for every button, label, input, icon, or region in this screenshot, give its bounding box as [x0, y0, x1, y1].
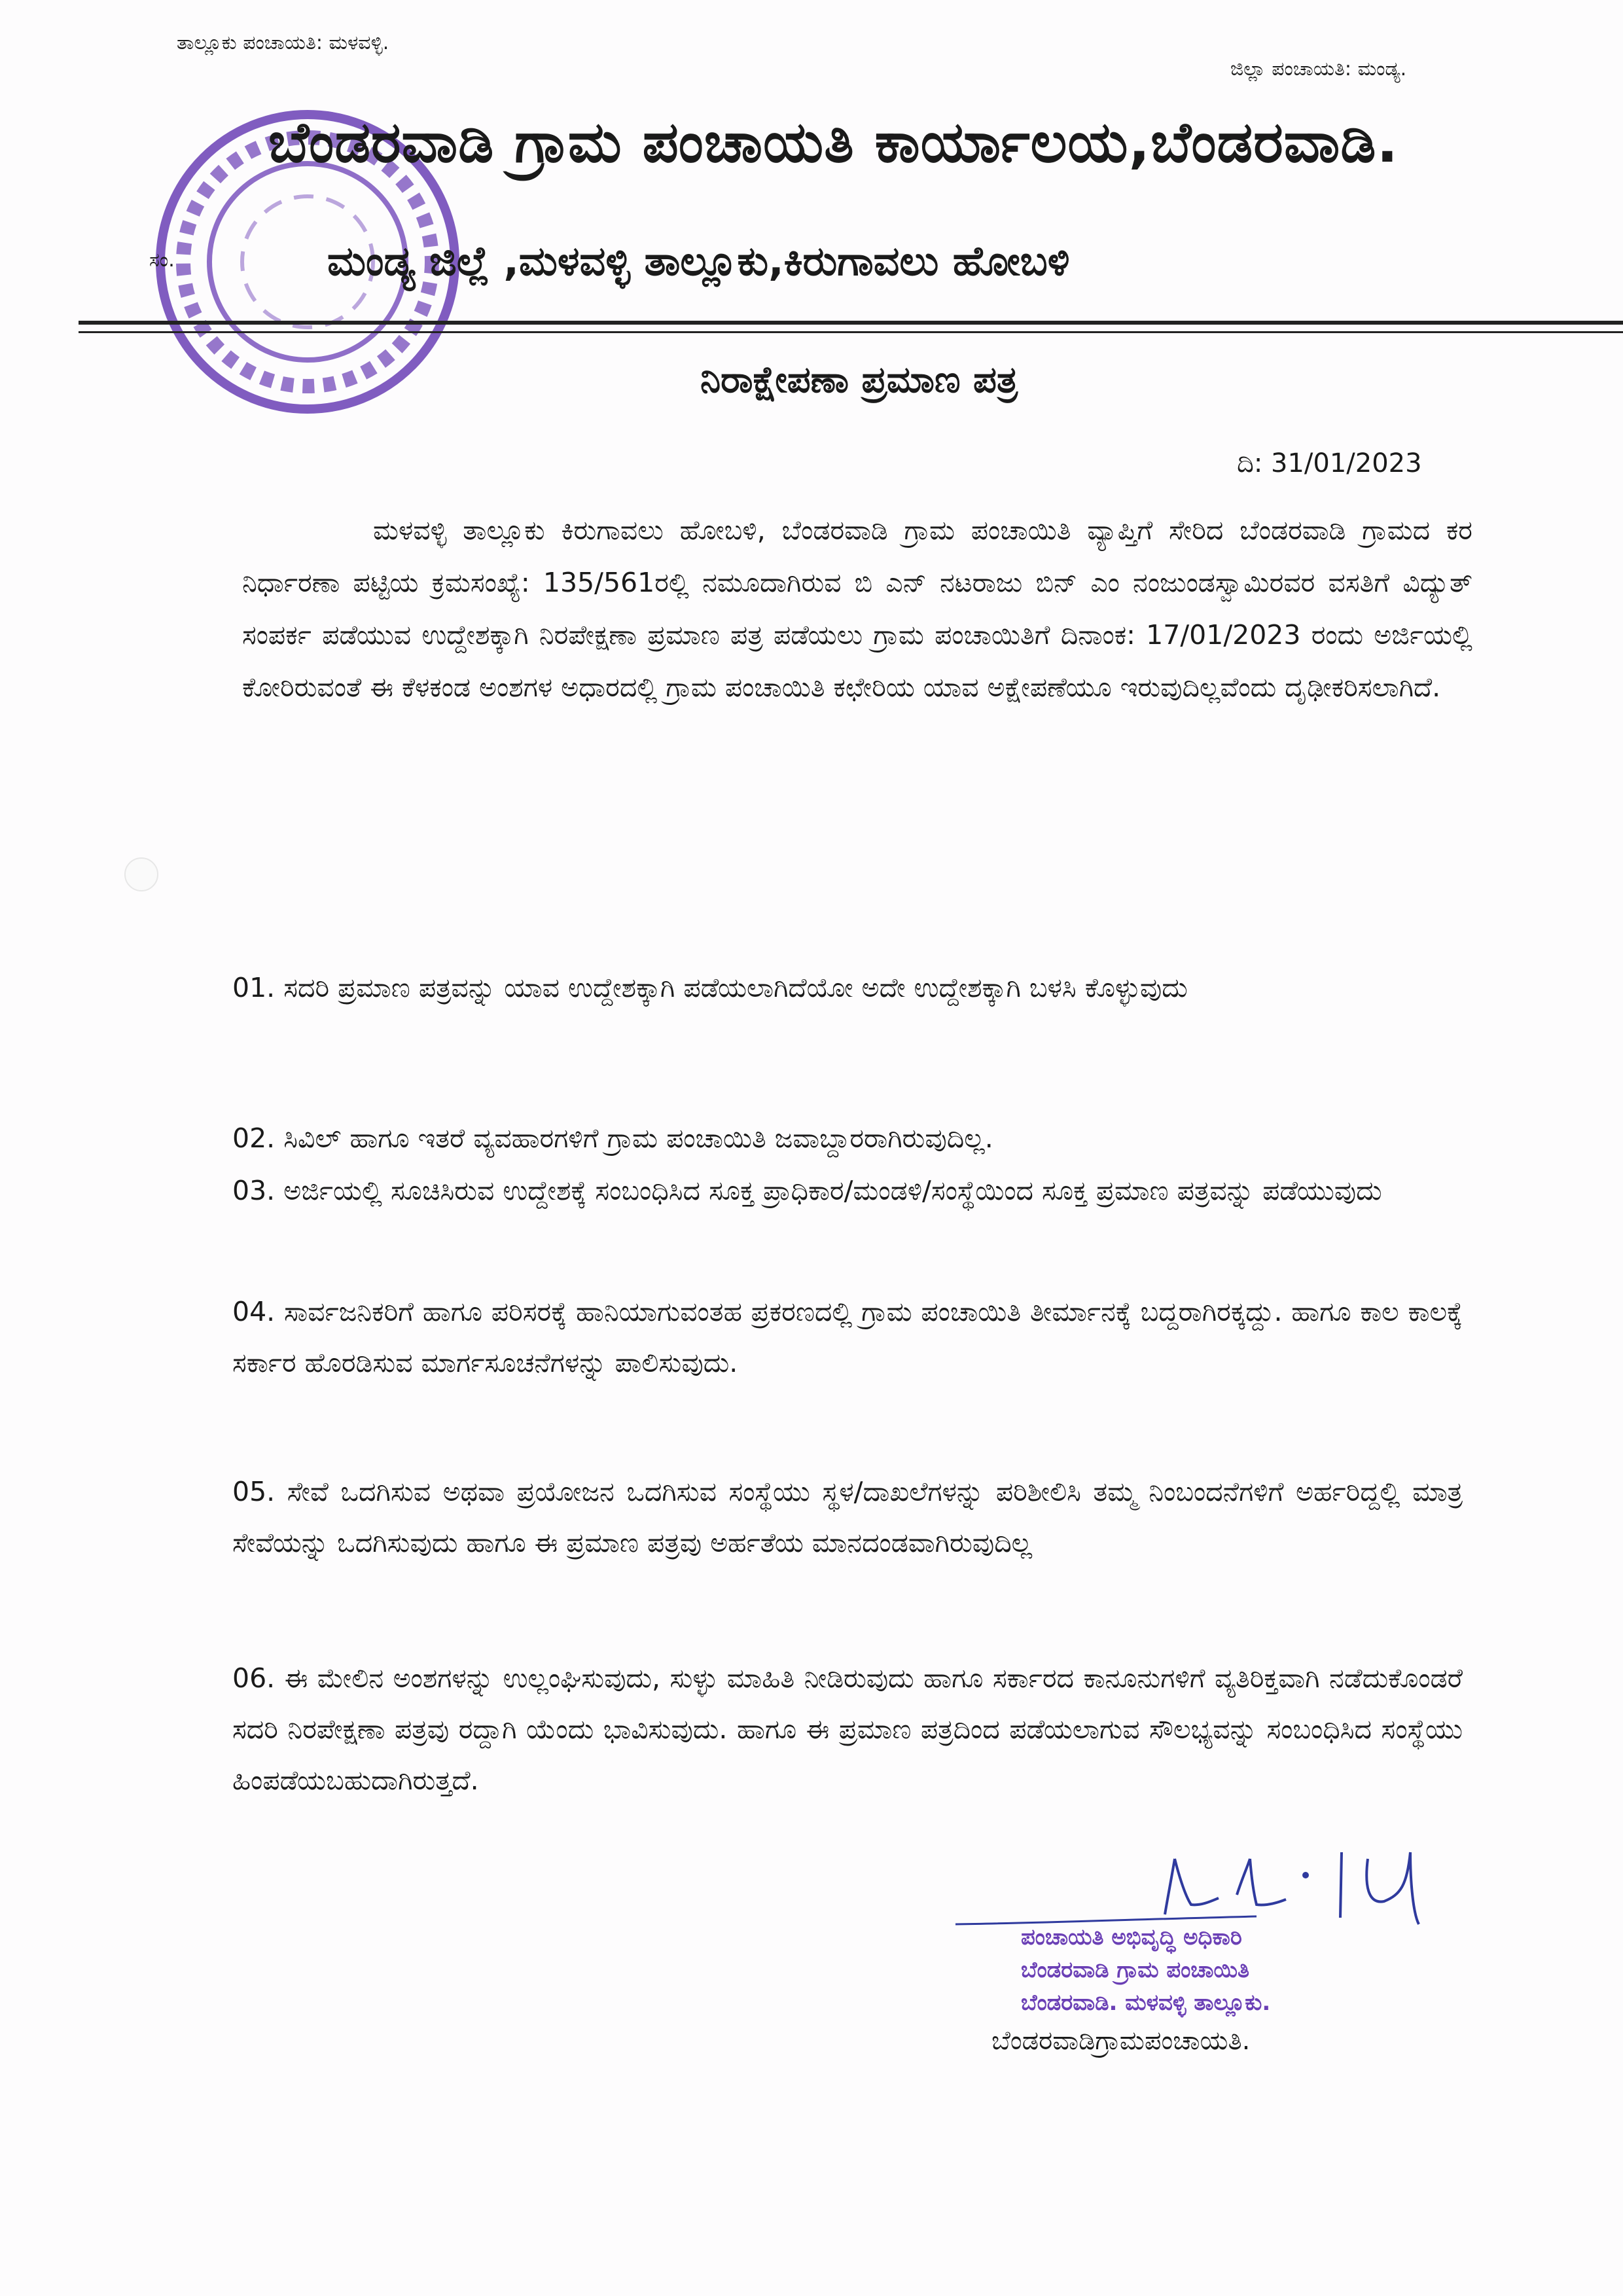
condition-item: 06. ಈ ಮೇಲಿನ ಅಂಶಗಳನ್ನು ಉಲ್ಲಂಘಿಸುವುದು, ಸುಳ್ಳು ಮಾಹಿತಿ ನೀಡಿರುವುದು ಹಾಗೂ ಸರ್ಕಾರದ ಕಾನೂನುಗಳಿಗೆ ವ್ಯತಿರಿಕ್ತವಾಗಿ ನಡೆದುಕೊಂಡರೆ ಸದರಿ ನಿರಪೇಕ್ಷಣಾ ಪತ್ರವು ರದ್ದಾಗಿ ಯೆಂದು ಭಾವಿಸುವುದು. ಹಾಗೂ ಈ ಪ್ರಮಾಣ ಪತ್ರದಿಂದ ಪಡೆಯಲಾಗುವ ಸೌಲಭ್ಯವನ್ನು ಸಂಬಂಧಿಸಿದ ಸಂಸ್ಥೆಯು ಹಿಂಪಡೆಯಬಹುದಾಗಿರುತ್ತದೆ.	[232, 1662, 1463, 1796]
condition-item: 04. ಸಾರ್ವಜನಿಕರಿಗೆ ಹಾಗೂ ಪರಿಸರಕ್ಕೆ ಹಾನಿಯಾಗುವಂತಹ ಪ್ರಕರಣದಲ್ಲಿ ಗ್ರಾಮ ಪಂಚಾಯಿತಿ ತೀರ್ಮಾನಕ್ಕೆ ಬದ್ದರಾಗಿರಕ್ಕದ್ದು. ಹಾಗೂ ಕಾಲ ಕಾಲಕ್ಕೆ ಸರ್ಕಾರ ಹೊರಡಿಸುವ ಮಾರ್ಗಸೂಚನೆಗಳನ್ನು ಪಾಲಿಸುವುದು.	[232, 1296, 1463, 1378]
header-divider-thin	[79, 331, 1623, 333]
condition-item: 03. ಅರ್ಜಿಯಲ್ಲಿ ಸೂಚಿಸಿರುವ ಉದ್ದೇಶಕ್ಕೆ ಸಂಬಂಧಿಸಿದ ಸೂಕ್ತ ಪ್ರಾಧಿಕಾರ/ಮಂಡಳಿ/ಸಂಸ್ಥೆಯಿಂದ ಸೂಕ್ತ ಪ್ರಮಾಣ ಪತ್ರವನ್ನು ಪಡೆಯುವುದು	[232, 1175, 1382, 1206]
office-name: ಬೆಂಡರವಾಡಿ ಗ್ರಾಮ ಪಂಚಾಯತಿ ಕಾರ್ಯಾಲಯ,ಬೆಂಡರವಾಡಿ.	[268, 110, 1399, 175]
condition-item: 02. ಸಿವಿಲ್ ಹಾಗೂ ಇತರೆ ವ್ಯವಹಾರಗಳಿಗೆ ಗ್ರಾಮ ಪಂಚಾಯಿತಿ ಜವಾಬ್ದಾರರಾಗಿರುವುದಿಲ್ಲ.	[232, 1122, 993, 1154]
header-divider	[79, 321, 1623, 325]
condition-item: 01. ಸದರಿ ಪ್ರಮಾಣ ಪತ್ರವನ್ನು ಯಾವ ಉದ್ದೇಶಕ್ಕಾಗಿ ಪಡೆಯಲಾಗಿದೆಯೋ ಅದೇ ಉದ್ದೇಶಕ್ಕಾಗಿ ಬಳಸಿ ಕೊಳ್ಳುವುದು	[232, 972, 1188, 1003]
taluk-panchayat-label: ತಾಲ್ಲೂಕು ಪಂಚಾಯತಿ: ಮಳವಳ್ಳಿ.	[177, 31, 389, 54]
zilla-panchayat-label: ಜಿಲ್ಲಾ ಪಂಚಾಯತಿ: ಮಂಡ್ಯ.	[1230, 58, 1407, 81]
body-paragraph: ಮಳವಳ್ಳಿ ತಾಲ್ಲೂಕು ಕಿರುಗಾವಲು ಹೋಬಳಿ, ಬೆಂಡರವಾಡಿ ಗ್ರಾಮ ಪಂಚಾಯಿತಿ ವ್ಯಾಪ್ತಿಗೆ ಸೇರಿದ ಬೆಂಡರವಾಡಿ ಗ್ರಾಮದ ಕರ ನಿರ್ಧಾರಣಾ ಪಟ್ಟಿಯ ಕ್ರಮಸಂಖ್ಯೆ: 135/561ರಲ್ಲಿ ನಮೂದಾಗಿರುವ ಬಿ ಎನ್ ನಟರಾಜು ಬಿನ್ ಎಂ ನಂಜುಂಡಸ್ವಾಮಿರವರ ವಸತಿಗೆ ವಿದ್ಯುತ್ ಸಂಪರ್ಕ ಪಡೆಯುವ ಉದ್ದೇಶಕ್ಕಾಗಿ ನಿರಪೇಕ್ಷಣಾ ಪ್ರಮಾಣ ಪತ್ರ ಪಡೆಯಲು ಗ್ರಾಮ ಪಂಚಾಯಿತಿಗೆ ದಿನಾಂಕ: 17/01/2023 ರಂದು ಅರ್ಜಿಯಲ್ಲಿ ಕೋರಿರುವಂತೆ ಈ ಕೆಳಕಂಡ ಅಂಶಗಳ ಅಧಾರದಲ್ಲಿ ಗ್ರಾಮ ಪಂಚಾಯಿತಿ ಕಛೇರಿಯ ಯಾವ ಅಕ್ಷೇಪಣೆಯೂ ಇರುವುದಿಲ್ಲವೆಂದು ದೃಢೀಕರಿಸಲಾಗಿದೆ.	[242, 514, 1472, 703]
seal-line: ಬೆಂಡರವಾಡಿ ಗ್ರಾಮ ಪಂಚಾಯಿತಿ	[1021, 1957, 1250, 1983]
document-date: ದಿ: 31/01/2023	[1237, 448, 1422, 478]
condition-item: 05. ಸೇವೆ ಒದಗಿಸುವ ಅಥವಾ ಪ್ರಯೋಜನ ಒದಗಿಸುವ ಸಂಸ್ಥೆಯು ಸ್ಥಳ/ದಾಖಲೆಗಳನ್ನು ಪರಿಶೀಲಿಸಿ ತಮ್ಮ ನಿಂಬಂದನೆಗಳಿಗೆ ಅರ್ಹರಿದ್ದಲ್ಲಿ ಮಾತ್ರ ಸೇವೆಯನ್ನು ಒದಗಿಸುವುದು ಹಾಗೂ ಈ ಪ್ರಮಾಣ ಪತ್ರವು ಅರ್ಹತೆಯ ಮಾನದಂಡವಾಗಿರುವುದಿಲ್ಲ	[232, 1476, 1463, 1558]
district-line: ಮಂಡ್ಯ ಜಿಲ್ಲೆ ,ಮಳವಳ್ಳಿ ತಾಲ್ಲೂಕು,ಕಿರುಗಾವಲು ಹೋಬಳಿ	[327, 237, 1070, 285]
reference-number-label: ಸಂ.	[149, 249, 175, 272]
signatory-office: ಬೆಂಡರವಾಡಿಗ್ರಾಮಪಂಚಾಯತಿ.	[991, 2026, 1251, 2056]
punch-hole	[124, 857, 158, 891]
officer-seal	[1021, 1921, 1270, 2019]
document-title: ನಿರಾಕ್ಷೇಪಣಾ ಪ್ರಮಾಣ ಪತ್ರ	[700, 359, 1018, 401]
seal-line: ಬೆಂಡರವಾಡಿ. ಮಳವಳ್ಳಿ ತಾಲ್ಲೂಕು.	[1021, 1990, 1271, 2016]
seal-line: ಪಂಚಾಯತಿ ಅಭಿವೃದ್ಧಿ ಅಧಿಕಾರಿ	[1021, 1924, 1242, 1950]
